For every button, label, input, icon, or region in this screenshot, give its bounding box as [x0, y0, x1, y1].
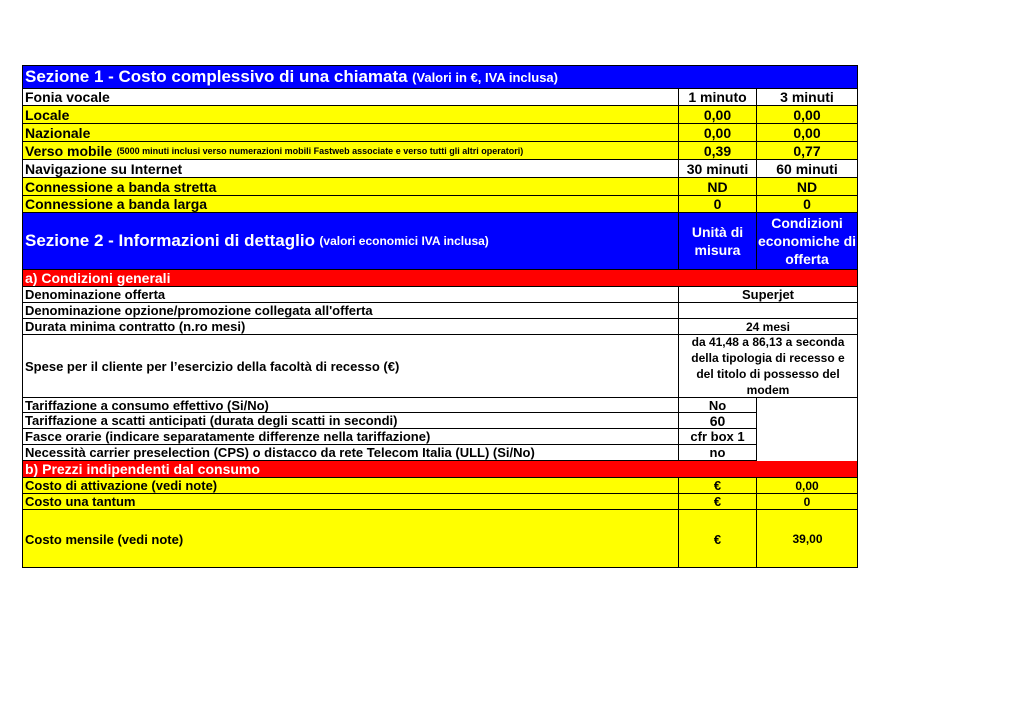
- row-verso-mobile: [23, 142, 679, 160]
- denominazione-offerta-label: Denominazione offerta: [23, 287, 679, 303]
- row-banda-larga-30min: 0: [679, 196, 757, 213]
- row-verso-mobile-3min: 0,77: [757, 142, 858, 160]
- spreadsheet: [22, 65, 858, 568]
- section1-title-row: [23, 66, 858, 89]
- spese-recesso-value: da 41,48 a 86,13 a seconda della tipologia di recesso e del titolo di possesso del modem: [679, 335, 858, 398]
- col-30-minuti: 30 minuti: [679, 160, 757, 178]
- denominazione-offerta-value: Superjet: [679, 287, 858, 303]
- tariffazione-scatti-value: 60: [679, 413, 757, 429]
- tariffazione-consumo-value: No: [679, 398, 757, 413]
- row-nazionale-1min: 0,00: [679, 124, 757, 142]
- denominazione-opzione-label: Denominazione opzione/promozione collegata all'offerta: [23, 303, 679, 319]
- costo-attivazione-value: 0,00: [757, 478, 858, 494]
- costo-mensile-value: 39,00: [757, 510, 858, 568]
- col-1-minuto: 1 minuto: [679, 89, 757, 106]
- section1-note: (Valori in €, IVA inclusa): [412, 69, 558, 85]
- fonia-vocale-label: Fonia vocale: [23, 89, 679, 106]
- tariffazione-consumo-label: Tariffazione a consumo effettivo (Si/No): [23, 398, 679, 413]
- row-verso-mobile-note: (5000 minuti inclusi verso numerazioni mobili Fastweb associate e verso tutti gli altri operatori): [116, 145, 524, 156]
- costo-mensile-unit: €: [679, 510, 757, 568]
- costo-attivazione-label: Costo di attivazione (vedi note): [23, 478, 679, 494]
- col-60-minuti: 60 minuti: [757, 160, 858, 178]
- navigazione-label: Navigazione su Internet: [23, 160, 679, 178]
- row-banda-larga-label: Connessione a banda larga: [23, 196, 679, 213]
- section2-title: Sezione 2 - Informazioni di dettaglio: [25, 231, 315, 250]
- row-banda-larga-60min: 0: [757, 196, 858, 213]
- row-nazionale-3min: 0,00: [757, 124, 858, 142]
- row-banda-stretta-label: Connessione a banda stretta: [23, 178, 679, 196]
- costo-una-tantum-value: 0: [757, 494, 858, 510]
- row-verso-mobile-label: Verso mobile: [25, 142, 113, 159]
- fasce-orarie-label: Fasce orarie (indicare separatamente differenze nella tariffazione): [23, 429, 679, 445]
- row-verso-mobile-1min: 0,39: [679, 142, 757, 160]
- col-unita-di-misura: Unità di misura: [679, 213, 757, 270]
- tariffazione-scatti-label: Tariffazione a scatti anticipati (durata degli scatti in secondi): [23, 413, 679, 429]
- col-3-minuti: 3 minuti: [757, 89, 858, 106]
- costo-una-tantum-unit: €: [679, 494, 757, 510]
- section2-title-row: [23, 213, 679, 270]
- carrier-preselection-value: no: [679, 445, 757, 461]
- costo-attivazione-unit: €: [679, 478, 757, 494]
- row-banda-stretta-30min: ND: [679, 178, 757, 196]
- denominazione-opzione-value: [679, 303, 858, 319]
- costo-una-tantum-label: Costo una tantum: [23, 494, 679, 510]
- row-locale-1min: 0,00: [679, 106, 757, 124]
- col-condizioni-economiche: Condizioni economiche di offerta: [757, 213, 858, 270]
- row-nazionale-label: Nazionale: [23, 124, 679, 142]
- row-locale-3min: 0,00: [757, 106, 858, 124]
- spese-recesso-label: Spese per il cliente per l’esercizio della facoltà di recesso (€): [23, 335, 679, 398]
- prices-section-title: b) Prezzi indipendenti dal consumo: [23, 461, 858, 478]
- durata-minima-value: 24 mesi: [679, 319, 858, 335]
- row-locale-label: Locale: [23, 106, 679, 124]
- carrier-preselection-label: Necessità carrier preselection (CPS) o distacco da rete Telecom Italia (ULL) (Si/No): [23, 445, 679, 461]
- row-banda-stretta-60min: ND: [757, 178, 858, 196]
- general-section-title: a) Condizioni generali: [23, 270, 858, 287]
- fasce-orarie-value: cfr box 1: [679, 429, 757, 445]
- costo-mensile-label: Costo mensile (vedi note): [23, 510, 679, 568]
- durata-minima-label: Durata minima contratto (n.ro mesi): [23, 319, 679, 335]
- section1-title: Sezione 1 - Costo complessivo di una chiamata: [25, 67, 408, 86]
- section2-note: (valori economici IVA inclusa): [319, 234, 489, 248]
